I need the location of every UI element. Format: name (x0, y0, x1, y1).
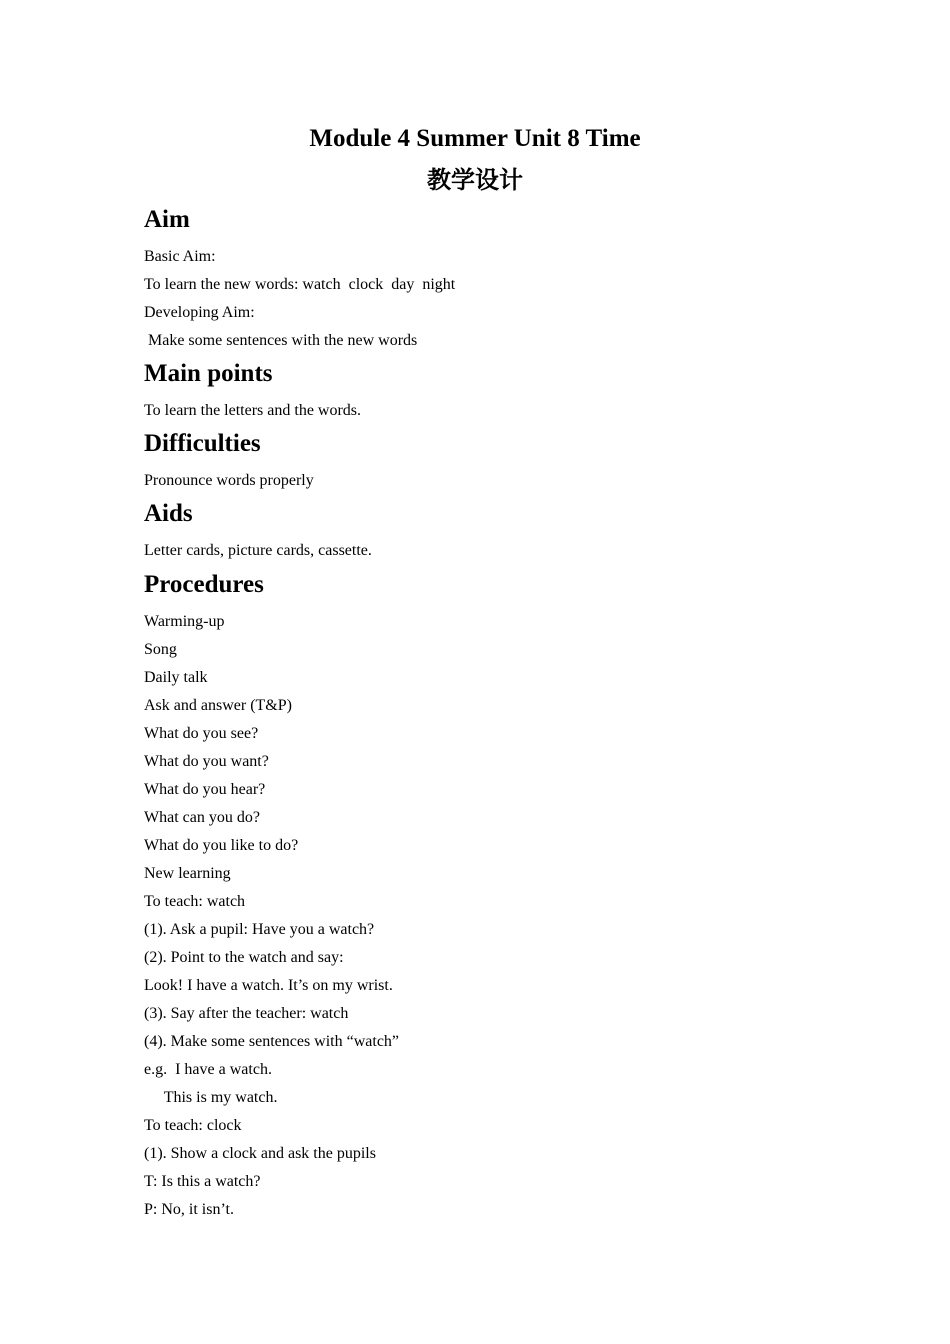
procedures-line: Daily talk (144, 669, 208, 686)
document-title: Module 4 Summer Unit 8 Time (309, 125, 641, 152)
procedures-line: (2). Point to the watch and say: (144, 949, 344, 966)
procedures-line: Song (144, 641, 177, 658)
procedures-line: T: Is this a watch? (144, 1173, 261, 1190)
aim-line: To learn the new words: watch clock day night (144, 276, 456, 293)
procedures-line: (1). Show a clock and ask the pupils (144, 1145, 376, 1162)
procedures-line: e.g. I have a watch. (144, 1061, 272, 1078)
procedures-line: Ask and answer (T&P) (144, 697, 292, 714)
procedures-line: To teach: watch (144, 893, 246, 910)
procedures-line: What do you want? (144, 753, 269, 770)
difficulties-line: Pronounce words properly (144, 472, 314, 489)
document-subtitle: 教学设计 (427, 166, 523, 194)
section-heading-aim: Aim (144, 206, 190, 233)
aim-line: Make some sentences with the new words (144, 332, 418, 349)
procedures-line: Warming-up (144, 613, 225, 630)
procedures-line: This is my watch. (144, 1089, 278, 1106)
aim-line: Basic Aim: (144, 248, 216, 265)
procedures-line: What do you see? (144, 725, 259, 742)
procedures-line: (1). Ask a pupil: Have you a watch? (144, 921, 375, 938)
procedures-line: P: No, it isn’t. (144, 1201, 234, 1218)
procedures-line: New learning (144, 865, 231, 882)
procedures-line: (4). Make some sentences with “watch” (144, 1033, 400, 1050)
procedures-line: What do you hear? (144, 781, 266, 798)
main-points-line: To learn the letters and the words. (144, 402, 362, 419)
section-heading-main-points: Main points (144, 360, 273, 387)
procedures-line: What do you like to do? (144, 837, 299, 854)
procedures-line: Look! I have a watch. It’s on my wrist. (144, 977, 393, 994)
aids-line: Letter cards, picture cards, cassette. (144, 542, 372, 559)
procedures-line: (3). Say after the teacher: watch (144, 1005, 349, 1022)
section-heading-procedures: Procedures (144, 571, 264, 598)
aim-line: Developing Aim: (144, 304, 255, 321)
procedures-line: What can you do? (144, 809, 260, 826)
procedures-line: To teach: clock (144, 1117, 242, 1134)
section-heading-difficulties: Difficulties (144, 430, 261, 457)
section-heading-aids: Aids (144, 500, 193, 527)
